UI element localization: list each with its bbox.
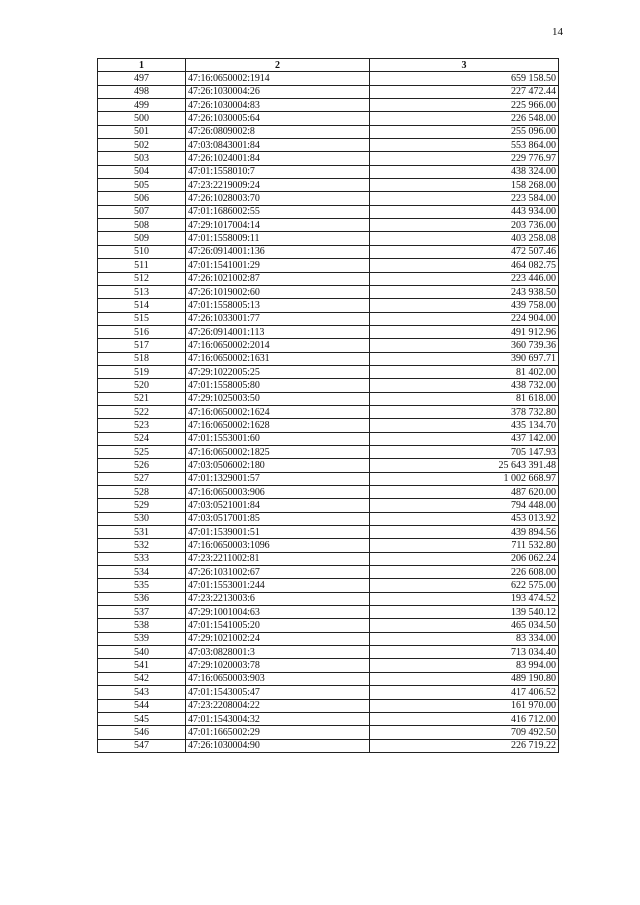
value-cell: 705 147.93 [370,445,559,458]
row-number-cell: 532 [98,539,186,552]
value-cell: 438 324.00 [370,165,559,178]
row-number-cell: 533 [98,552,186,565]
row-number-cell: 507 [98,205,186,218]
row-number-cell: 513 [98,285,186,298]
cadastral-number-cell: 47:26:1033001:77 [186,312,370,325]
cadastral-number-cell: 47:16:0650003:1096 [186,539,370,552]
table-row [98,72,559,85]
column-header: 1 [98,59,186,72]
cadastral-number-cell: 47:01:1543004:32 [186,712,370,725]
row-number-cell: 528 [98,486,186,499]
value-cell: 229 776.97 [370,152,559,165]
row-number-cell: 542 [98,672,186,685]
value-cell: 438 732.00 [370,379,559,392]
row-number-cell: 503 [98,152,186,165]
table-row [98,245,559,258]
table-row [98,432,559,445]
value-cell: 711 532.80 [370,539,559,552]
row-number-cell: 509 [98,232,186,245]
table-row [98,125,559,138]
cadastral-number-cell: 47:26:0809002:8 [186,125,370,138]
table-row [98,312,559,325]
cadastral-number-cell: 47:16:0650002:1628 [186,419,370,432]
row-number-cell: 514 [98,299,186,312]
value-cell: 193 474.52 [370,592,559,605]
row-number-cell: 538 [98,619,186,632]
value-cell: 25 643 391.48 [370,459,559,472]
table-row [98,632,559,645]
cadastral-number-cell: 47:16:0650002:1825 [186,445,370,458]
cadastral-number-cell: 47:01:1543005:47 [186,686,370,699]
table-row [98,392,559,405]
row-number-cell: 512 [98,272,186,285]
column-header: 3 [370,59,559,72]
row-number-cell: 497 [98,72,186,85]
cadastral-number-cell: 47:26:0914001:136 [186,245,370,258]
table-row [98,486,559,499]
value-cell: 255 096.00 [370,125,559,138]
row-number-cell: 518 [98,352,186,365]
value-cell: 225 966.00 [370,99,559,112]
value-cell: 439 758.00 [370,299,559,312]
cadastral-number-cell: 47:16:0650003:906 [186,486,370,499]
cadastral-number-cell: 47:03:0517001:85 [186,512,370,525]
table-row [98,85,559,98]
value-cell: 491 912.96 [370,325,559,338]
cadastral-number-cell: 47:26:1030004:83 [186,99,370,112]
table-row [98,325,559,338]
value-cell: 161 970.00 [370,699,559,712]
cadastral-number-cell: 47:29:1021002:24 [186,632,370,645]
value-cell: 709 492.50 [370,726,559,739]
row-number-cell: 524 [98,432,186,445]
value-cell: 453 013.92 [370,512,559,525]
row-number-cell: 534 [98,566,186,579]
cadastral-number-cell: 47:26:1030004:90 [186,739,370,752]
value-cell: 378 732.80 [370,405,559,418]
table-row [98,405,559,418]
value-cell: 243 938.50 [370,285,559,298]
value-cell: 226 608.00 [370,566,559,579]
row-number-cell: 546 [98,726,186,739]
table-row [98,365,559,378]
table-row [98,712,559,725]
table-row [98,459,559,472]
value-cell: 465 034.50 [370,619,559,632]
table-row [98,379,559,392]
table-row [98,99,559,112]
cadastral-number-cell: 47:29:1020003:78 [186,659,370,672]
table-row [98,672,559,685]
table-row [98,419,559,432]
cadastral-number-cell: 47:03:0843001:84 [186,139,370,152]
table-row [98,285,559,298]
row-number-cell: 517 [98,339,186,352]
cadastral-number-cell: 47:26:1028003:70 [186,192,370,205]
column-header: 2 [186,59,370,72]
value-cell: 83 994.00 [370,659,559,672]
table-row [98,579,559,592]
table-row [98,219,559,232]
value-cell: 622 575.00 [370,579,559,592]
cadastral-number-cell: 47:03:0506002:180 [186,459,370,472]
table-row [98,205,559,218]
value-cell: 139 540.12 [370,606,559,619]
row-number-cell: 499 [98,99,186,112]
cadastral-number-cell: 47:23:2213003:6 [186,592,370,605]
cadastral-number-cell: 47:26:1024001:84 [186,152,370,165]
table-row [98,259,559,272]
value-cell: 713 034.40 [370,646,559,659]
cadastral-number-cell: 47:01:1558009:11 [186,232,370,245]
value-cell: 227 472.44 [370,85,559,98]
table-row [98,619,559,632]
row-number-cell: 527 [98,472,186,485]
row-number-cell: 547 [98,739,186,752]
value-cell: 224 904.00 [370,312,559,325]
cadastral-number-cell: 47:26:1030005:64 [186,112,370,125]
value-cell: 472 507.46 [370,245,559,258]
table-row [98,232,559,245]
table-row [98,352,559,365]
value-cell: 83 334.00 [370,632,559,645]
value-cell: 206 062.24 [370,552,559,565]
value-cell: 659 158.50 [370,72,559,85]
cadastral-number-cell: 47:01:1541005:20 [186,619,370,632]
table-row [98,526,559,539]
value-cell: 226 719.22 [370,739,559,752]
table-row [98,646,559,659]
value-cell: 81 402.00 [370,365,559,378]
cadastral-number-cell: 47:26:1019002:60 [186,285,370,298]
cadastral-number-cell: 47:23:2211002:81 [186,552,370,565]
value-cell: 223 584.00 [370,192,559,205]
value-cell: 487 620.00 [370,486,559,499]
row-number-cell: 506 [98,192,186,205]
row-number-cell: 502 [98,139,186,152]
row-number-cell: 540 [98,646,186,659]
value-cell: 223 446.00 [370,272,559,285]
table-row [98,152,559,165]
cadastral-number-cell: 47:29:1022005:25 [186,365,370,378]
value-cell: 360 739.36 [370,339,559,352]
value-cell: 435 134.70 [370,419,559,432]
table-row [98,299,559,312]
cadastral-number-cell: 47:03:0828001:3 [186,646,370,659]
table-row [98,472,559,485]
row-number-cell: 501 [98,125,186,138]
row-number-cell: 543 [98,686,186,699]
cadastral-number-cell: 47:16:0650003:903 [186,672,370,685]
row-number-cell: 498 [98,85,186,98]
cadastral-number-cell: 47:26:1031002:67 [186,566,370,579]
value-cell: 81 618.00 [370,392,559,405]
table-header-row [98,59,559,72]
row-number-cell: 536 [98,592,186,605]
value-cell: 416 712.00 [370,712,559,725]
cadastral-number-cell: 47:26:0914001:113 [186,325,370,338]
cadastral-number-cell: 47:29:1025003:50 [186,392,370,405]
table-row [98,686,559,699]
row-number-cell: 529 [98,499,186,512]
table-row [98,445,559,458]
table-row [98,592,559,605]
page-number: 14 [552,26,563,38]
cadastral-number-cell: 47:03:0521001:84 [186,499,370,512]
cadastral-number-cell: 47:01:1553001:60 [186,432,370,445]
cadastral-number-cell: 47:01:1539001:51 [186,526,370,539]
table-row [98,179,559,192]
cadastral-number-cell: 47:01:1558005:80 [186,379,370,392]
row-number-cell: 515 [98,312,186,325]
cadastral-number-cell: 47:01:1686002:55 [186,205,370,218]
cadastral-number-cell: 47:29:1017004:14 [186,219,370,232]
row-number-cell: 505 [98,179,186,192]
table-row [98,726,559,739]
table-row [98,539,559,552]
row-number-cell: 508 [98,219,186,232]
cadastral-number-cell: 47:16:0650002:1631 [186,352,370,365]
value-cell: 489 190.80 [370,672,559,685]
table-row [98,499,559,512]
cadastral-number-cell: 47:16:0650002:2014 [186,339,370,352]
row-number-cell: 544 [98,699,186,712]
cadastral-number-cell: 47:01:1558010:7 [186,165,370,178]
cadastral-number-cell: 47:01:1541001:29 [186,259,370,272]
table-row [98,339,559,352]
cadastral-number-cell: 47:01:1665002:29 [186,726,370,739]
row-number-cell: 531 [98,526,186,539]
value-cell: 403 258.08 [370,232,559,245]
row-number-cell: 537 [98,606,186,619]
value-cell: 226 548.00 [370,112,559,125]
row-number-cell: 510 [98,245,186,258]
row-number-cell: 523 [98,419,186,432]
table-row [98,606,559,619]
row-number-cell: 539 [98,632,186,645]
value-cell: 464 082.75 [370,259,559,272]
value-cell: 443 934.00 [370,205,559,218]
row-number-cell: 519 [98,365,186,378]
table-row [98,165,559,178]
value-cell: 417 406.52 [370,686,559,699]
value-cell: 553 864.00 [370,139,559,152]
table-row [98,552,559,565]
value-cell: 390 697.71 [370,352,559,365]
cadastral-number-cell: 47:01:1558005:13 [186,299,370,312]
table-row [98,139,559,152]
row-number-cell: 516 [98,325,186,338]
table-row [98,272,559,285]
row-number-cell: 511 [98,259,186,272]
row-number-cell: 530 [98,512,186,525]
row-number-cell: 521 [98,392,186,405]
data-table [97,58,559,753]
cadastral-number-cell: 47:29:1001004:63 [186,606,370,619]
cadastral-number-cell: 47:23:2219009:24 [186,179,370,192]
cadastral-number-cell: 47:23:2208004:22 [186,699,370,712]
value-cell: 439 894.56 [370,526,559,539]
table-row [98,699,559,712]
cadastral-number-cell: 47:16:0650002:1624 [186,405,370,418]
row-number-cell: 522 [98,405,186,418]
table-row [98,659,559,672]
row-number-cell: 520 [98,379,186,392]
table-row [98,512,559,525]
value-cell: 437 142.00 [370,432,559,445]
cadastral-number-cell: 47:26:1030004:26 [186,85,370,98]
row-number-cell: 526 [98,459,186,472]
row-number-cell: 535 [98,579,186,592]
table-row [98,192,559,205]
row-number-cell: 545 [98,712,186,725]
row-number-cell: 504 [98,165,186,178]
value-cell: 794 448.00 [370,499,559,512]
row-number-cell: 500 [98,112,186,125]
table-row [98,112,559,125]
cadastral-number-cell: 47:01:1329001:57 [186,472,370,485]
table-row [98,566,559,579]
row-number-cell: 541 [98,659,186,672]
cadastral-number-cell: 47:16:0650002:1914 [186,72,370,85]
value-cell: 1 002 668.97 [370,472,559,485]
row-number-cell: 525 [98,445,186,458]
value-cell: 158 268.00 [370,179,559,192]
table-row [98,739,559,752]
value-cell: 203 736.00 [370,219,559,232]
cadastral-number-cell: 47:01:1553001:244 [186,579,370,592]
cadastral-number-cell: 47:26:1021002:87 [186,272,370,285]
